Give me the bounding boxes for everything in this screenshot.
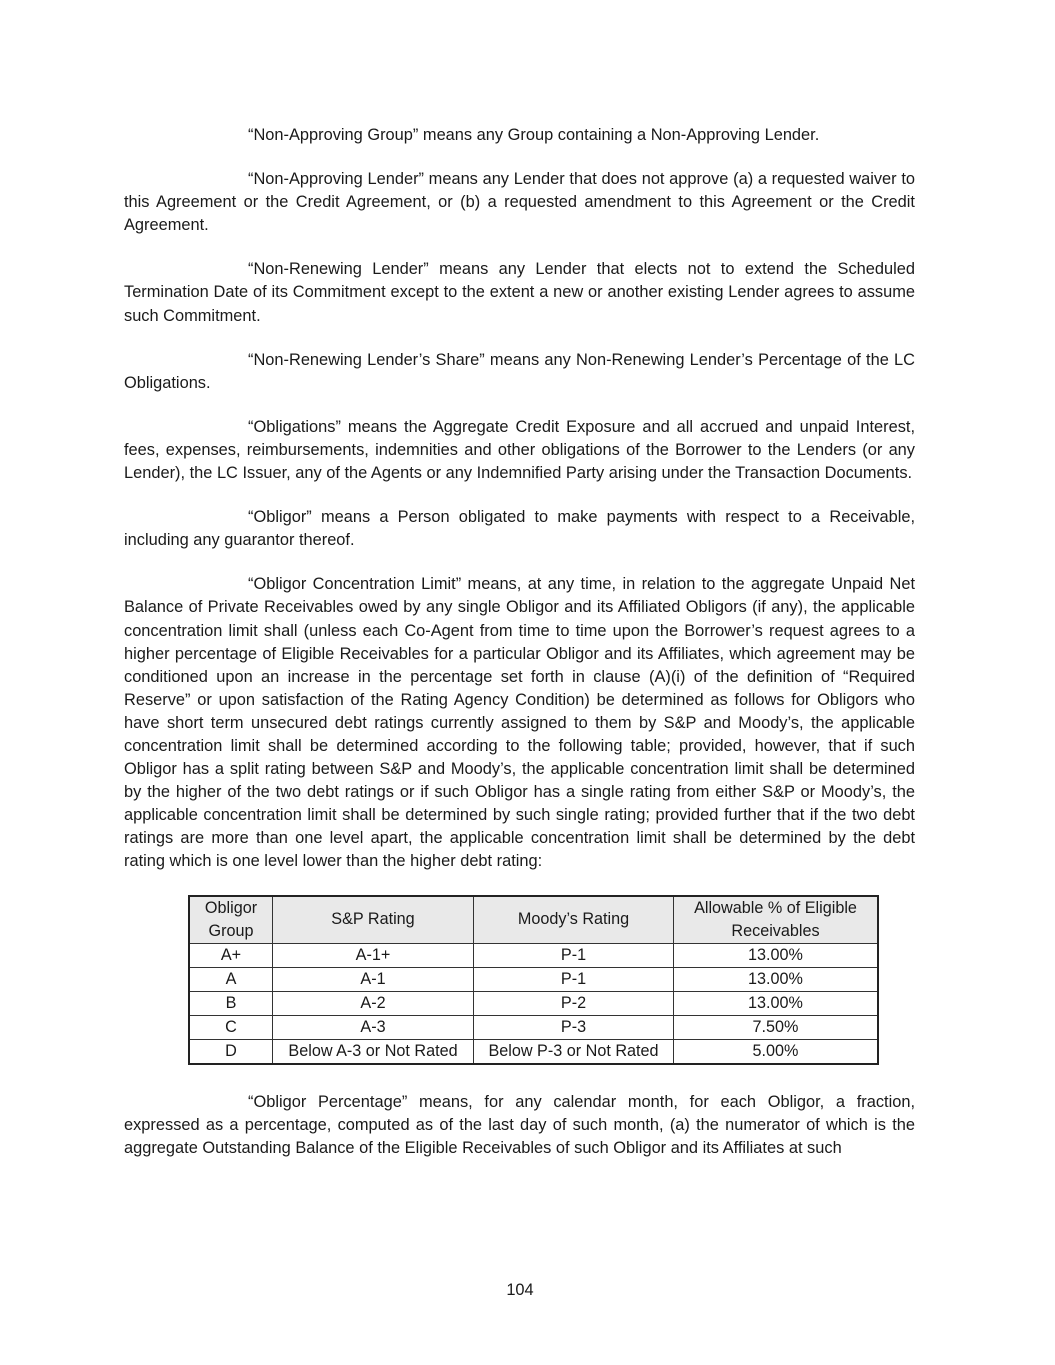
cell-sp-rating: A-1 — [273, 967, 474, 991]
table-row — [189, 1039, 878, 1064]
header-allowable-percent: Allowable % of Eligible Receivables — [674, 896, 879, 944]
cell-sp-rating: A-1+ — [273, 943, 474, 967]
cell-allowable-percent: 13.00% — [674, 991, 879, 1015]
document-page — [124, 124, 915, 1181]
cell-allowable-percent: 13.00% — [674, 967, 879, 991]
cell-allowable-percent: 5.00% — [674, 1039, 879, 1064]
header-obligor-group: Obligor Group — [189, 896, 273, 944]
cell-obligor-group: A — [189, 967, 273, 991]
definition-non-renewing-lenders-share: “Non-Renewing Lender’s Share” means any Non-Renewing Lender’s Percentage of the LC Obligations. — [124, 350, 915, 392]
concentration-limit-table — [188, 895, 879, 1065]
header-moodys-rating: Moody’s Rating — [474, 896, 674, 944]
cell-moodys-rating: P-1 — [474, 967, 674, 991]
cell-obligor-group: C — [189, 1015, 273, 1039]
definition-non-renewing-lender: “Non-Renewing Lender” means any Lender that elects not to extend the Scheduled Termination Date of its Commitment except to the extent a new or another existing Lender agrees to assume such Commitment. — [124, 260, 915, 325]
definition-obligations: “Obligations” means the Aggregate Credit Exposure and all accrued and unpaid Interest, fees, expenses, reimbursements, indemnities and other obligations of the Borrower to the Lenders (or any Lender), the LC Issuer, any of the Agents or any Indemnified Party arising under the Transaction Documents. — [124, 417, 915, 483]
cell-sp-rating: A-3 — [273, 1015, 474, 1039]
table-row — [189, 1015, 878, 1039]
table-header-row — [189, 896, 878, 944]
cell-sp-rating: Below A-3 or Not Rated — [273, 1039, 474, 1064]
definition-obligor-percentage: “Obligor Percentage” means, for any calendar month, for each Obligor, a fraction, expressed as a percentage, computed as of the last day of such month, (a) the numerator of which is the aggregate Outstanding Balance of the Eligible Receivables of such Obligor and its Affiliates at such — [124, 1092, 915, 1157]
cell-obligor-group: D — [189, 1039, 273, 1064]
table-row — [189, 967, 878, 991]
cell-allowable-percent: 13.00% — [674, 943, 879, 967]
cell-obligor-group: A+ — [189, 943, 273, 967]
cell-sp-rating: A-2 — [273, 991, 474, 1015]
definition-obligor-concentration-limit: “Obligor Concentration Limit” means, at any time, in relation to the aggregate Unpaid Net Balance of Private Receivables owed by any single Obligor and its Affiliated Obligors (if any), the applicable concentration limit shall (unless each Co-Agent from time to time upon the Borrower’s request agrees to a higher percentage of Eligible Receivables for a particular Obligor and its Affiliates, which agreement may be conditioned upon an increase in the percentage set forth in clause (A)(i) of the definition of “Required Reserve” or upon satisfaction of the Rating Agency Condition) be determined as follows for Obligors who have short term unsecured debt ratings currently assigned to them by S&P and Moody’s, the applicable concentration limit shall be determined according to the following table; provided, however, that if such Obligor has a split rating between S&P and Moody’s, the applicable concentration limit shall be determined by the higher of the two debt ratings or if such Obligor has a single rating from either S&P or Moody’s, the applicable concentration limit shall be determined by such single rating; provided further that if the two debt ratings are more than one level apart, the applicable concentration limit shall be determined by the debt rating which is one level lower than the higher debt rating: — [124, 575, 915, 871]
definition-non-approving-lender: “Non-Approving Lender” means any Lender that does not approve (a) a requested waiver to this Agreement or the Credit Agreement, or (b) a requested amendment to this Agreement or the Credit Agreement. — [124, 170, 915, 235]
table-row — [189, 991, 878, 1015]
definition-obligor: “Obligor” means a Person obligated to make payments with respect to a Receivable, including any guarantor thereof. — [124, 508, 915, 550]
cell-allowable-percent: 7.50% — [674, 1015, 879, 1039]
definition-non-approving-group: “Non-Approving Group” means any Group containing a Non-Approving Lender. — [248, 126, 820, 144]
concentration-table-wrapper — [188, 895, 915, 1065]
page-number: 104 — [506, 1281, 534, 1299]
cell-moodys-rating: P-2 — [474, 991, 674, 1015]
cell-moodys-rating: P-1 — [474, 943, 674, 967]
cell-moodys-rating: P-3 — [474, 1015, 674, 1039]
cell-moodys-rating: Below P-3 or Not Rated — [474, 1039, 674, 1064]
header-sp-rating: S&P Rating — [273, 896, 474, 944]
table-row — [189, 943, 878, 967]
cell-obligor-group: B — [189, 991, 273, 1015]
